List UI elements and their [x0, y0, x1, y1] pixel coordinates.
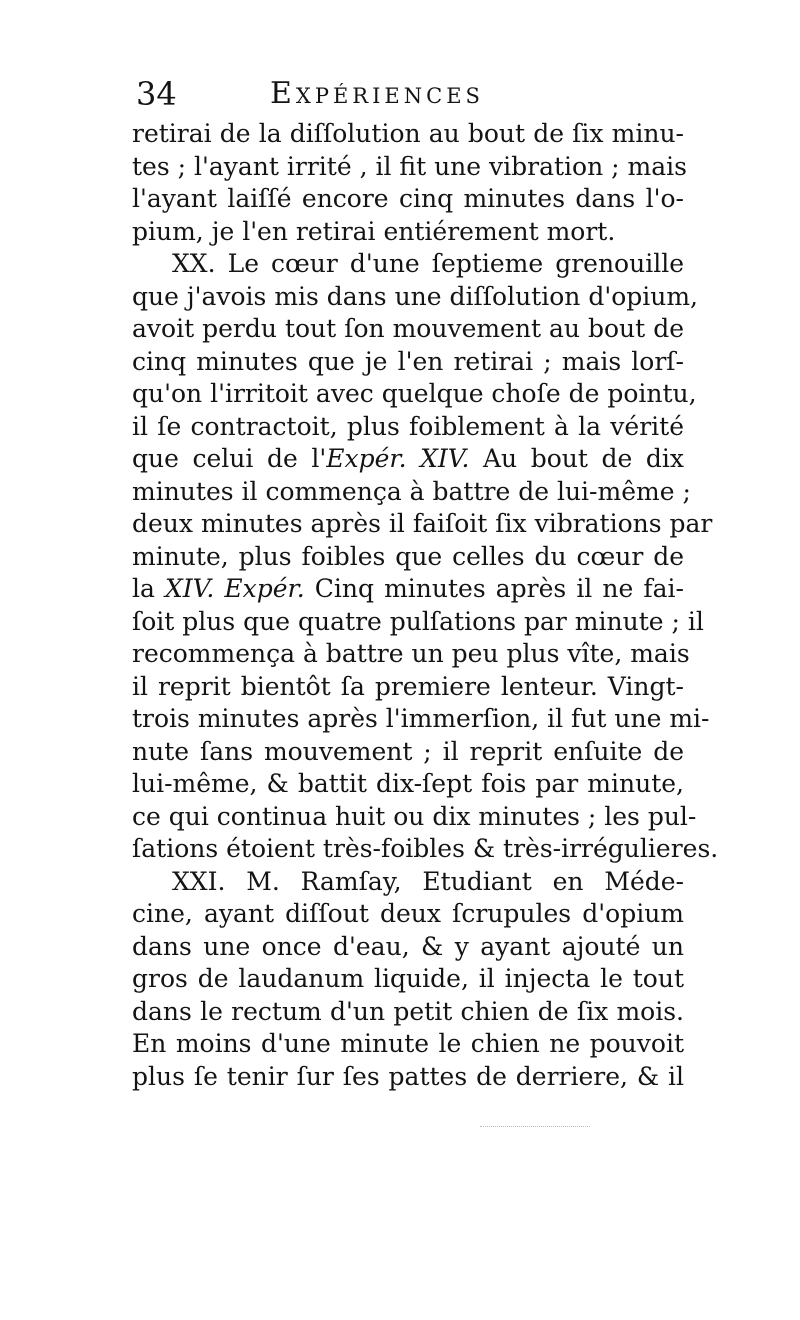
- text-segment: Cinq minutes après il ne fai-: [304, 574, 684, 603]
- text-line: retirai de la diſſolution au bout de ſix minu-: [132, 119, 684, 148]
- text-line: deux minutes après il faiſoit ſix vibrations par: [132, 509, 713, 538]
- bleed-through-mark: [480, 1126, 590, 1131]
- italic-reference: Expér. XIV.: [326, 444, 470, 473]
- text-line: tes ; l'ayant irrité , il fit une vibration ; mais: [132, 151, 687, 181]
- text-line: dans une once d'eau, & y ayant ajouté un: [132, 931, 684, 961]
- text-line: il reprit bientôt ſa premiere lenteur. Vingt-: [132, 671, 684, 701]
- italic-reference: XIV. Expér.: [165, 574, 305, 603]
- page-number: 34: [136, 75, 177, 113]
- text-line: minutes il commença à battre de lui-même ;: [132, 476, 691, 506]
- text-line: que j'avois mis dans une diſſolution d'opium,: [132, 281, 699, 311]
- page-header: [136, 72, 676, 116]
- text-line: cine, ayant diſſout deux ſcrupules d'opium: [132, 899, 684, 928]
- text-line: recommença à battre un peu plus vîte, mais: [132, 639, 690, 668]
- text-line: gros de laudanum liquide, il injecta le tout: [132, 964, 684, 993]
- text-segment: que celui de l': [132, 444, 327, 473]
- text-line: XXI. M. Ramſay, Etudiant en Méde-: [172, 866, 684, 896]
- text-segment: la: [132, 574, 165, 603]
- text-line: minute, plus foibles que celles du cœur de: [132, 541, 684, 571]
- text-line: dans le rectum d'un petit chien de ſix mois.: [132, 996, 684, 1026]
- text-line: En moins d'une minute le chien ne pouvoit: [132, 1029, 684, 1058]
- text-line: XX. Le cœur d'une ſeptieme grenouille: [172, 249, 684, 278]
- text-segment: Au bout de dix: [469, 444, 684, 473]
- text-line: l'ayant laiſſé encore cinq minutes dans l'o-: [132, 184, 684, 213]
- text-line: [132, 573, 684, 606]
- text-line: pium, je l'en retirai entiérement mort.: [132, 216, 616, 246]
- text-line: qu'on l'irritoit avec quelque choſe de pointu,: [132, 379, 697, 408]
- running-head: Expériences: [270, 76, 484, 111]
- text-line: cinq minutes que je l'en retirai ; mais lorſ-: [132, 346, 684, 376]
- text-line: lui-même, & battit dix-ſept fois par minute,: [132, 769, 684, 798]
- text-line: plus ſe tenir ſur ſes pattes de derriere, & il: [132, 1061, 684, 1091]
- text-line: il ſe contractoit, plus foiblement à la vérité: [132, 411, 684, 441]
- text-line: nute ſans mouvement ; il reprit enſuite de: [132, 736, 684, 766]
- text-line: ſoit plus que quatre pulſations par minute ; il: [132, 606, 704, 636]
- text-line: ce qui continua huit ou dix minutes ; les pul-: [132, 801, 697, 831]
- text-line: [132, 443, 684, 476]
- text-line: trois minutes après l'immerſion, il fut une mi-: [132, 704, 710, 733]
- text-line: avoit perdu tout ſon mouvement au bout de: [132, 314, 684, 343]
- text-line: ſations étoient très-foibles & très-irrégulieres.: [132, 834, 719, 863]
- body-text: [132, 118, 719, 1093]
